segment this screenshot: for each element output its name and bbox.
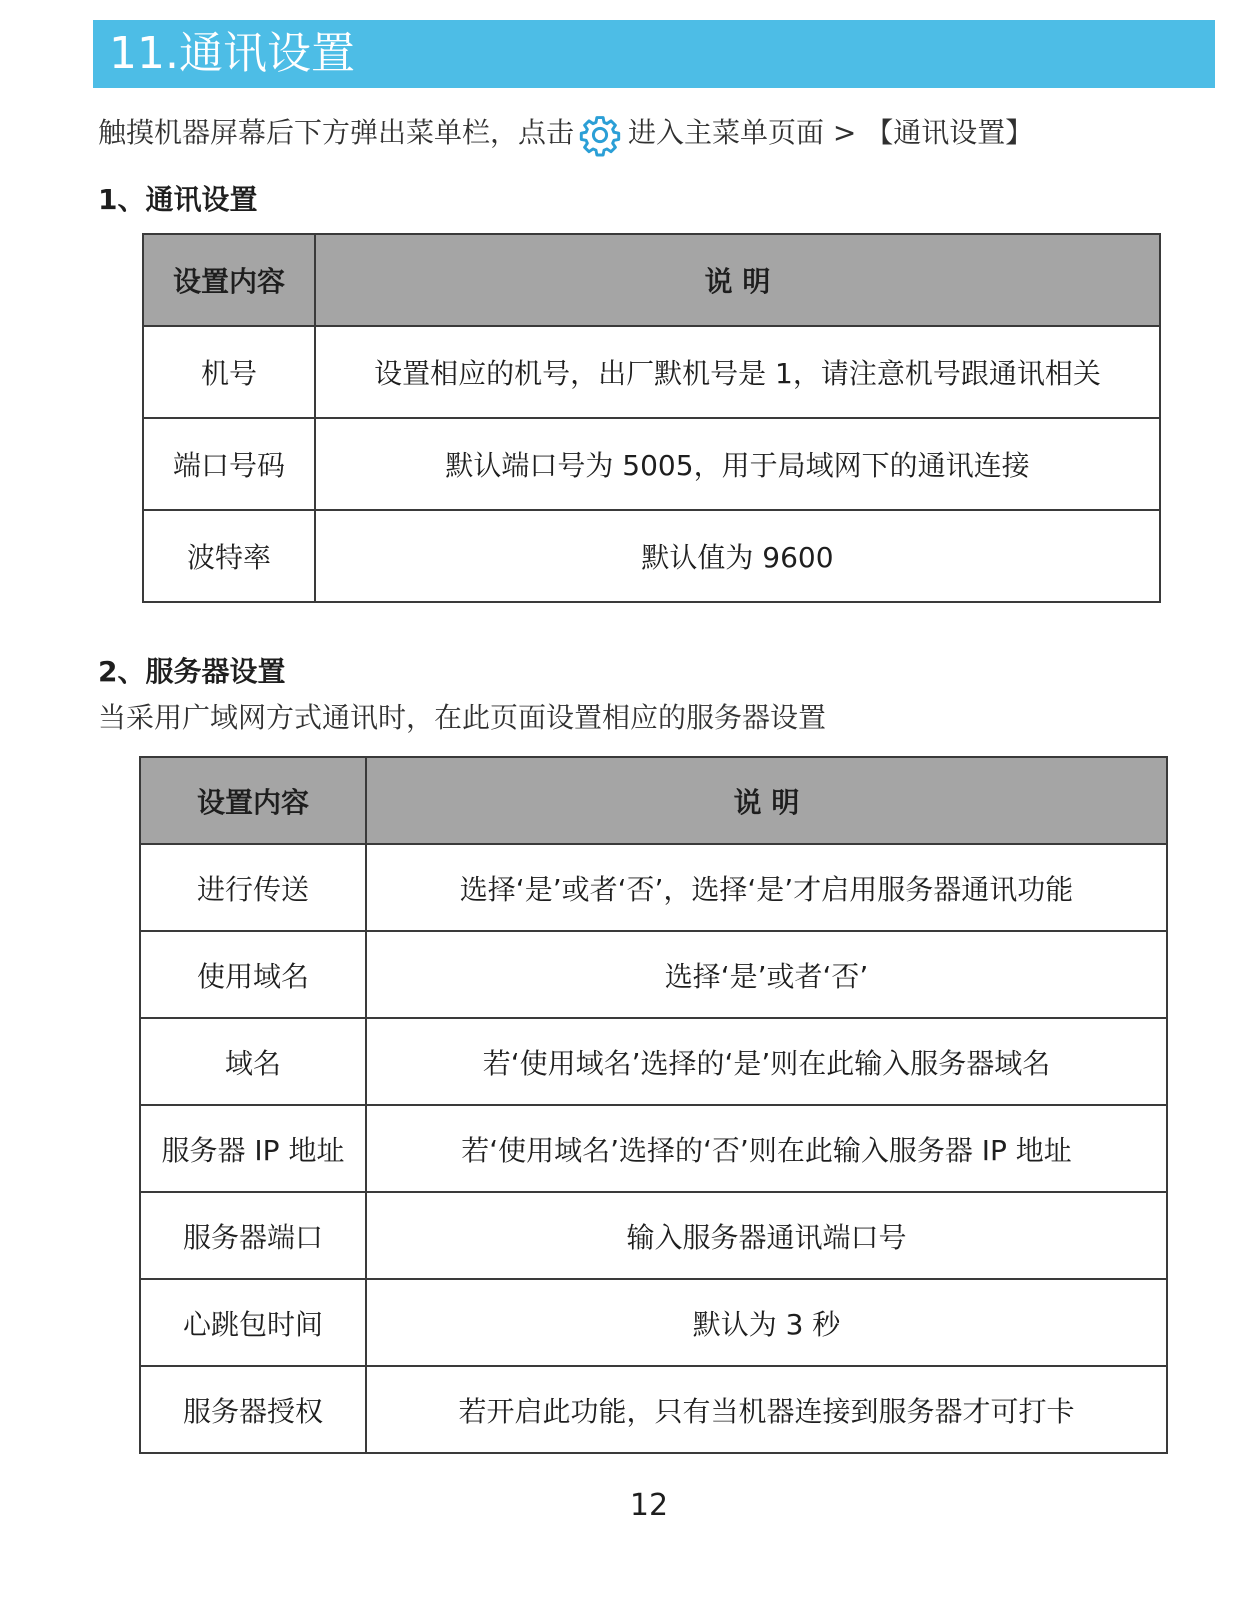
- intro-paragraph: [98, 108, 1033, 158]
- description-cell: 默认端口号为 5005，用于局域网下的通讯连接: [315, 418, 1160, 510]
- section2-heading: 2、服务器设置: [98, 655, 286, 688]
- section2-note: 当采用广域网方式通讯时，在此页面设置相应的服务器设置: [98, 701, 827, 734]
- header-setting: 设置内容: [140, 757, 366, 844]
- setting-cell: 波特率: [143, 510, 315, 602]
- description-cell: 若‘使用域名’选择的‘否’则在此输入服务器 IP 地址: [366, 1105, 1167, 1192]
- table-row: [140, 1279, 1167, 1366]
- table-row: [143, 326, 1160, 418]
- server-settings-table: [139, 756, 1168, 1454]
- description-cell: 选择‘是’或者‘否’，选择‘是’才启用服务器通讯功能: [366, 844, 1167, 931]
- table-header-row: [143, 234, 1160, 326]
- section1-heading: 1、通讯设置: [98, 183, 258, 216]
- setting-cell: 服务器 IP 地址: [140, 1105, 366, 1192]
- description-cell: 输入服务器通讯端口号: [366, 1192, 1167, 1279]
- setting-cell: 心跳包时间: [140, 1279, 366, 1366]
- gear-icon: [578, 113, 622, 157]
- intro-text-before: 触摸机器屏幕后下方弹出菜单栏，点击: [98, 116, 575, 149]
- header-description: 说 明: [315, 234, 1160, 326]
- description-cell: 默认为 3 秒: [366, 1279, 1167, 1366]
- intro-text-after: 进入主菜单页面 > 【通讯设置】: [628, 116, 1034, 149]
- comm-settings-table: [142, 233, 1161, 603]
- setting-cell: 端口号码: [143, 418, 315, 510]
- table-row: [140, 844, 1167, 931]
- description-cell: 默认值为 9600: [315, 510, 1160, 602]
- setting-cell: 服务器授权: [140, 1366, 366, 1453]
- table-row: [143, 510, 1160, 602]
- table-row: [140, 1192, 1167, 1279]
- table-row: [140, 1018, 1167, 1105]
- table-header-row: [140, 757, 1167, 844]
- section-title: 11.通讯设置: [109, 28, 355, 79]
- table-row: [140, 1105, 1167, 1192]
- table-row: [140, 931, 1167, 1018]
- section-title-banner: [93, 20, 1215, 88]
- setting-cell: 域名: [140, 1018, 366, 1105]
- setting-cell: 服务器端口: [140, 1192, 366, 1279]
- setting-cell: 进行传送: [140, 844, 366, 931]
- description-cell: 若开启此功能，只有当机器连接到服务器才可打卡: [366, 1366, 1167, 1453]
- description-cell: 选择‘是’或者‘否’: [366, 931, 1167, 1018]
- header-description: 说 明: [366, 757, 1167, 844]
- table-row: [143, 418, 1160, 510]
- setting-cell: 机号: [143, 326, 315, 418]
- page-number: 12: [629, 1488, 669, 1523]
- description-cell: 设置相应的机号，出厂默机号是 1，请注意机号跟通讯相关: [315, 326, 1160, 418]
- header-setting: 设置内容: [143, 234, 315, 326]
- table-row: [140, 1366, 1167, 1453]
- setting-cell: 使用域名: [140, 931, 366, 1018]
- description-cell: 若‘使用域名’选择的‘是’则在此输入服务器域名: [366, 1018, 1167, 1105]
